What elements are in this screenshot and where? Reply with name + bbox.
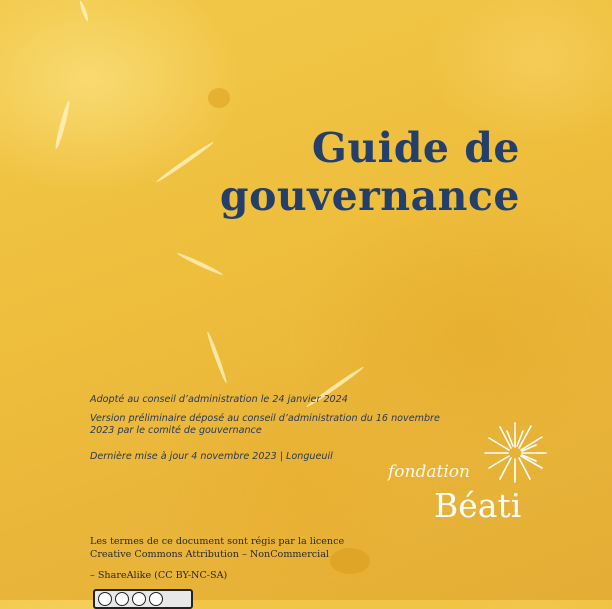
- license-line-2: Creative Commons Attribution – NonCommercial: [90, 549, 330, 560]
- cc-icon: [98, 592, 112, 606]
- decorative-spot: [208, 88, 230, 108]
- title-line-2: gouvernance: [219, 172, 520, 220]
- updated-note: Dernière mise à jour 4 novembre 2023 | Longueuil: [90, 451, 333, 462]
- license-line-1: Les termes de ce document sont régis par la licence: [90, 536, 345, 547]
- sunburst-icon: [480, 418, 550, 488]
- sa-icon: [149, 592, 163, 606]
- decorative-streak: [54, 100, 72, 150]
- decorative-streak: [206, 331, 229, 384]
- title-line-1: Guide de: [311, 124, 520, 172]
- adopted-note: Adopté au conseil d’administration le 24 janvier 2024: [90, 394, 348, 405]
- fondation-beati-logo: [388, 418, 558, 528]
- license-line-3: – ShareAlike (CC BY-NC-SA): [90, 570, 228, 581]
- decorative-streak: [78, 0, 89, 22]
- document-title: [220, 124, 520, 220]
- by-icon: [115, 592, 129, 606]
- logo-beati-text: Béati: [434, 486, 522, 525]
- decorative-streak: [155, 140, 215, 183]
- version-note: Version préliminaire déposé au conseil d’administration du 16 novembre 2023 par le comité de gouvernance: [90, 413, 440, 436]
- nc-icon: [132, 592, 146, 606]
- decorative-streak: [176, 252, 223, 277]
- logo-fondation-text: fondation: [388, 462, 470, 482]
- cc-by-nc-sa-badge-icon[interactable]: [93, 589, 193, 609]
